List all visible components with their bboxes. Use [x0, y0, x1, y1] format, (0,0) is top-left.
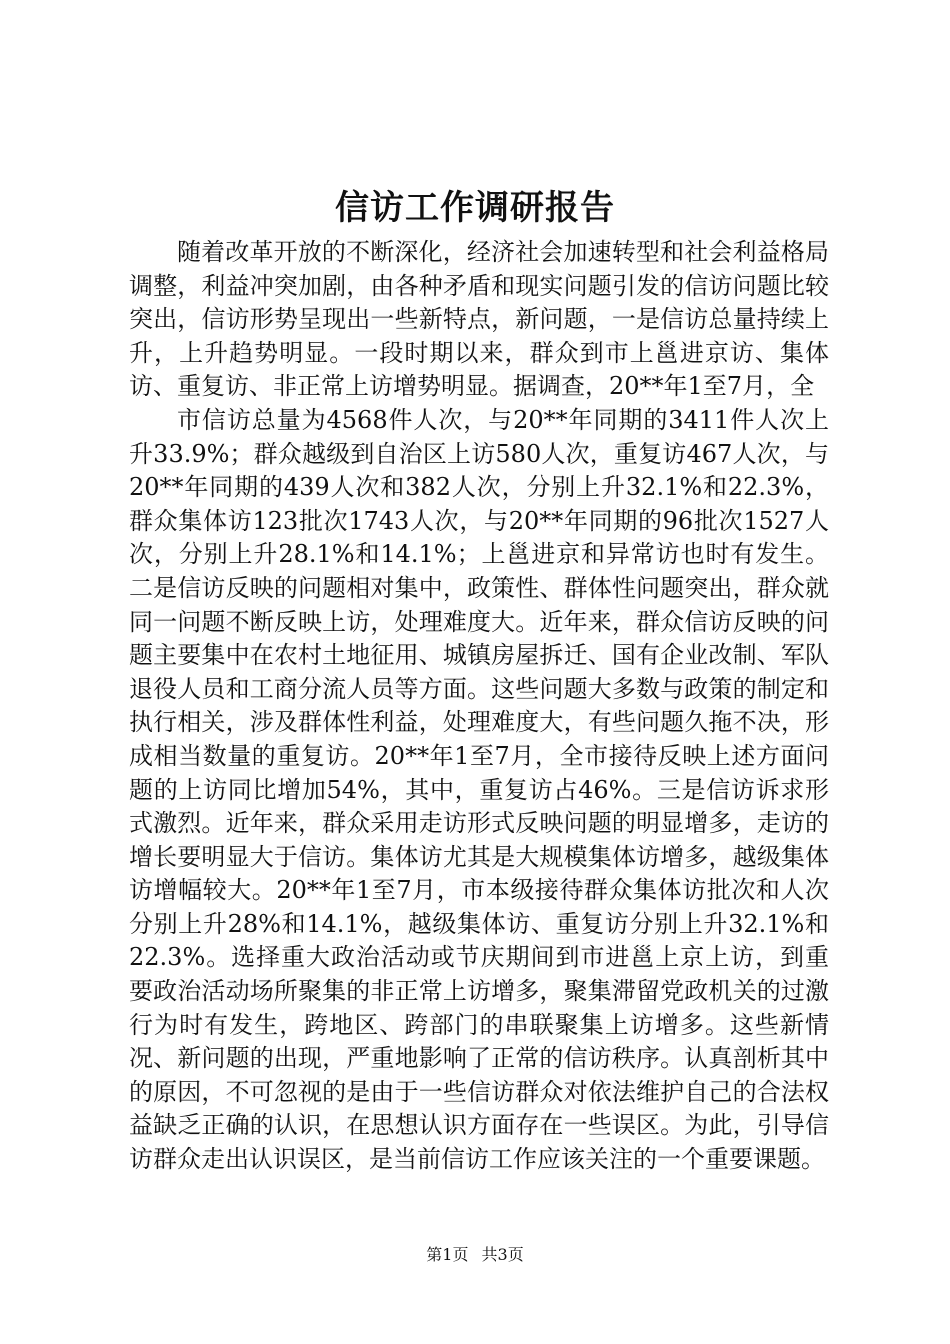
- page-total: 共3页: [481, 1245, 524, 1264]
- paragraph-2: 市信访总量为4568件人次，与20**年同期的3411件人次上升33.9%；群众越级到自治区上访580人次，重复访467人次，与20**年同期的439人次和382人次，分别上升32.1%和22.3%，群众集体访123批次1743人次，与20**年同期的96批次1527人次，分别上升28.1%和14.1%；上邕进京和异常访也时有发生。二是信访反映的问题相对集中，政策性、群体性问题突出，群众就同一问题不断反映上访，处理难度大。近年来，群众信访反映的问题主要集中在农村土地征用、城镇房屋拆迁、国有企业改制、军队退役人员和工商分流人员等方面。这些问题大多数与政策的制定和执行相关，涉及群体性利益，处理难度大，有些问题久拖不决，形成相当数量的重复访。20**年1至7月，全市接待反映上述方面问题的上访同比增加54%，其中，重复访占46%。三是信访诉求形式激烈。近年来，群众采用走访形式反映问题的明显增多，走访的增长要明显大于信访。集体访尤其是大规模集体访增多，越级集体访增幅较大。20**年1至7月，市本级接待群众集体访批次和人次分别上升28%和14.1%，越级集体访、重复访分别上升32.1%和22.3%。选择重大政治活动或节庆期间到市进邕上京上访，到重要政治活动场所聚集的非正常上访增多，聚集滞留党政机关的过激行为时有发生，跨地区、跨部门的串联聚集上访增多。这些新情况、新问题的出现，严重地影响了正常的信访秩序。认真剖析其中的原因，不可忽视的是由于一些信访群众对依法维护自己的合法权益缺乏正确的认识，在思想认识方面存在一些误区。为此，引导信访群众走出认识误区，是当前信访工作应该关注的一个重要课题。: [129, 405, 829, 1174]
- paragraph-1: 随着改革开放的不断深化，经济社会加速转型和社会利益格局调整，利益冲突加剧，由各种矛盾和现实问题引发的信访问题比较突出，信访形势呈现出一些新特点，新问题，一是信访总量持续上升，上升趋势明显。一段时期以来，群众到市上邕进京访、集体访、重复访、非正常上访增势明显。据调查，20**年1至7月，全: [129, 238, 829, 401]
- page-number: 第1页: [426, 1245, 469, 1264]
- document-title: 信访工作调研报告: [335, 188, 615, 228]
- document-body: [129, 236, 829, 1177]
- page-footer: [0, 1244, 950, 1266]
